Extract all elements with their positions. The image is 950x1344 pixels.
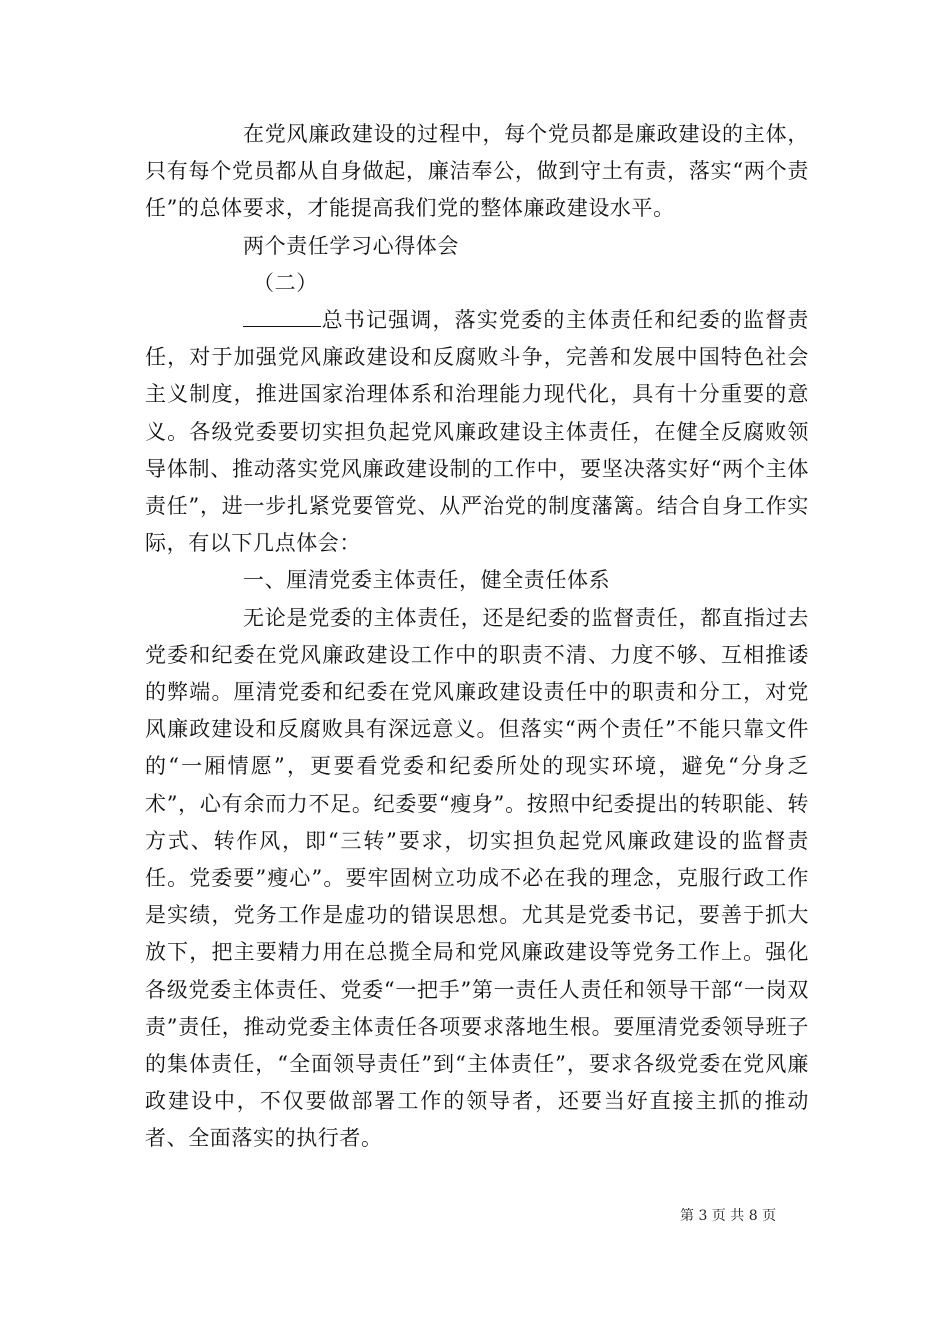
paragraph-speech xyxy=(145,302,809,562)
body-block-top xyxy=(145,116,809,1158)
paragraph-speech-text: 总书记强调，落实党委的主体责任和纪委的监督责任，对于加强党风廉政建设和反腐败斗争，完善和发展中国特色社会主义制度，推进国家治理体系和治理能力现代化，具有十分重要的意义。各级党委要切实担负起党风廉政建设主体责任，在健全反腐败领导体制、推动落实党风廉政建设制的工作中，要坚决落实好“两个主体责任”，进一步扎紧党要管党、从严治党的制度藩篱。结合自身工作实际，有以下几点体会： xyxy=(145,308,809,556)
paragraph-section-1: 无论是党委的主体责任，还是纪委的监督责任，都直指过去党委和纪委在党风廉政建设工作中的职责不清、力度不够、互相推诿的弊端。厘清党委和纪委在党风廉政建设责任中的职责和分工，对党风廉政建设和反腐败具有深远意义。但落实“两个责任”不能只靠文件的“一厢情愿”，更要看党委和纪委所处的现实环境，避免“分身乏术”，心有余而力不足。纪委要“瘦身”。按照中纪委提出的转职能、转方式、转作风，即“三转”要求，切实担负起党风廉政建设的监督责任。党委要”瘦心”。要牢固树立功成不必在我的理念，克服行政工作是实绩，党务工作是虚功的错误思想。尤其是党委书记，要善于抓大放下，把主要精力用在总揽全局和党风廉政建设等党务工作上。强化各级党委主体责任、党委“一把手”第一责任人责任和领导干部“一岗双责”责任，推动党委主体责任各项要求落地生根。要厘清党委领导班子的集体责任，“全面领导责任”到“主体责任”，要求各级党委在党风廉政建设中，不仅要做部署工作的领导者，还要当好直接主抓的推动者、全面落实的执行者。 xyxy=(145,605,809,1151)
paragraph-intro: 在党风廉政建设的过程中，每个党员都是廉政建设的主体，只有每个党员都从自身做起，廉洁奉公，做到守土有责，落实“两个责任”的总体要求，才能提高我们党的整体廉政建设水平。 xyxy=(145,122,809,221)
page-number-footer: 第 3 页 共 8 页 xyxy=(680,1208,777,1224)
document-subtitle: （二） xyxy=(253,270,318,295)
blank-underline xyxy=(243,306,321,327)
document-title: 两个责任学习心得体会 xyxy=(243,233,459,258)
section-heading-1: 一、厘清党委主体责任，健全责任体系 xyxy=(243,568,611,593)
